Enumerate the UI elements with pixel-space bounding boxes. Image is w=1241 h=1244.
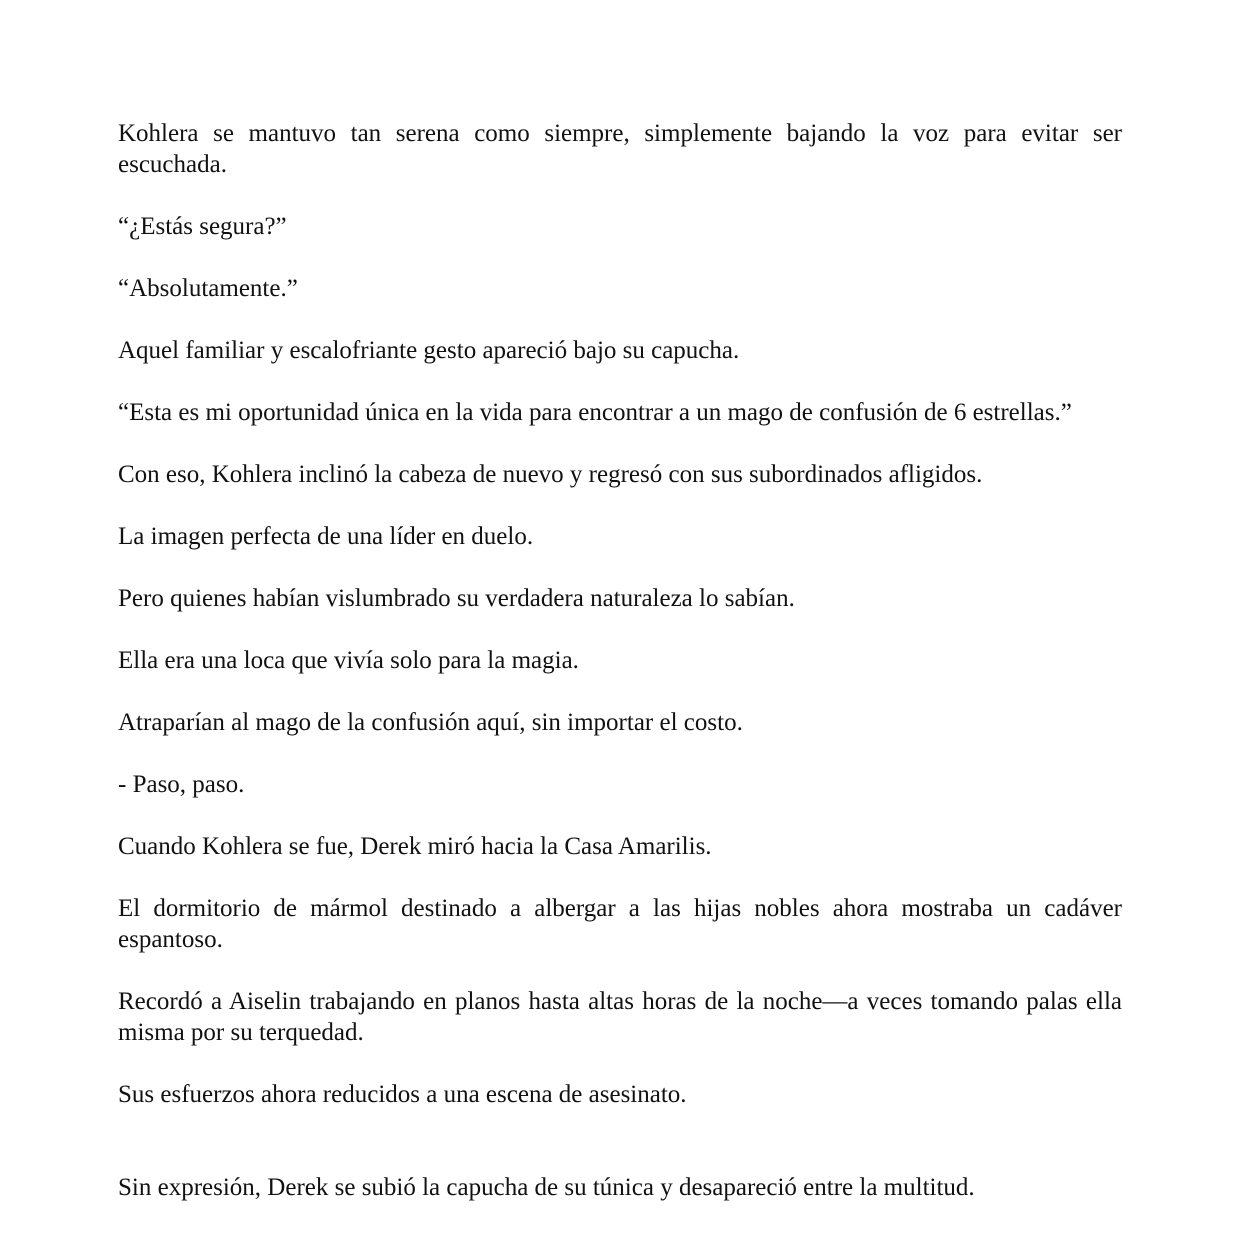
paragraph: La imagen perfecta de una líder en duelo. bbox=[118, 523, 534, 550]
paragraph: Pero quienes habían vislumbrado su verdadera naturaleza lo sabían. bbox=[118, 585, 795, 612]
paragraph: El dormitorio de mármol destinado a albergar a las hijas nobles ahora mostraba un cadáver espantoso. bbox=[118, 895, 1122, 953]
paragraph: Con eso, Kohlera inclinó la cabeza de nuevo y regresó con sus subordinados afligidos. bbox=[118, 461, 983, 488]
paragraph: Kohlera se mantuvo tan serena como siempre, simplemente bajando la voz para evitar ser escuchada. bbox=[118, 120, 1122, 178]
paragraph: Recordó a Aiselin trabajando en planos hasta altas horas de la noche—a veces tomando palas ella misma por su terquedad. bbox=[118, 988, 1122, 1046]
paragraph: - Paso, paso. bbox=[118, 771, 245, 798]
paragraph: Atraparían al mago de la confusión aquí, sin importar el costo. bbox=[118, 709, 743, 736]
paragraph: “¿Estás segura?” bbox=[118, 213, 287, 240]
paragraph: Sin expresión, Derek se subió la capucha de su túnica y desapareció entre la multitud. bbox=[118, 1174, 975, 1201]
paragraph: Sus esfuerzos ahora reducidos a una escena de asesinato. bbox=[118, 1081, 687, 1108]
paragraph: “Esta es mi oportunidad única en la vida para encontrar a un mago de confusión de 6 estrellas.” bbox=[118, 399, 1072, 426]
paragraph: Aquel familiar y escalofriante gesto apareció bajo su capucha. bbox=[118, 337, 740, 364]
paragraph: “Absolutamente.” bbox=[118, 275, 298, 302]
paragraph: Cuando Kohlera se fue, Derek miró hacia la Casa Amarilis. bbox=[118, 833, 712, 860]
paragraph: Ella era una loca que vivía solo para la magia. bbox=[118, 647, 579, 674]
document-body bbox=[118, 118, 1122, 1234]
